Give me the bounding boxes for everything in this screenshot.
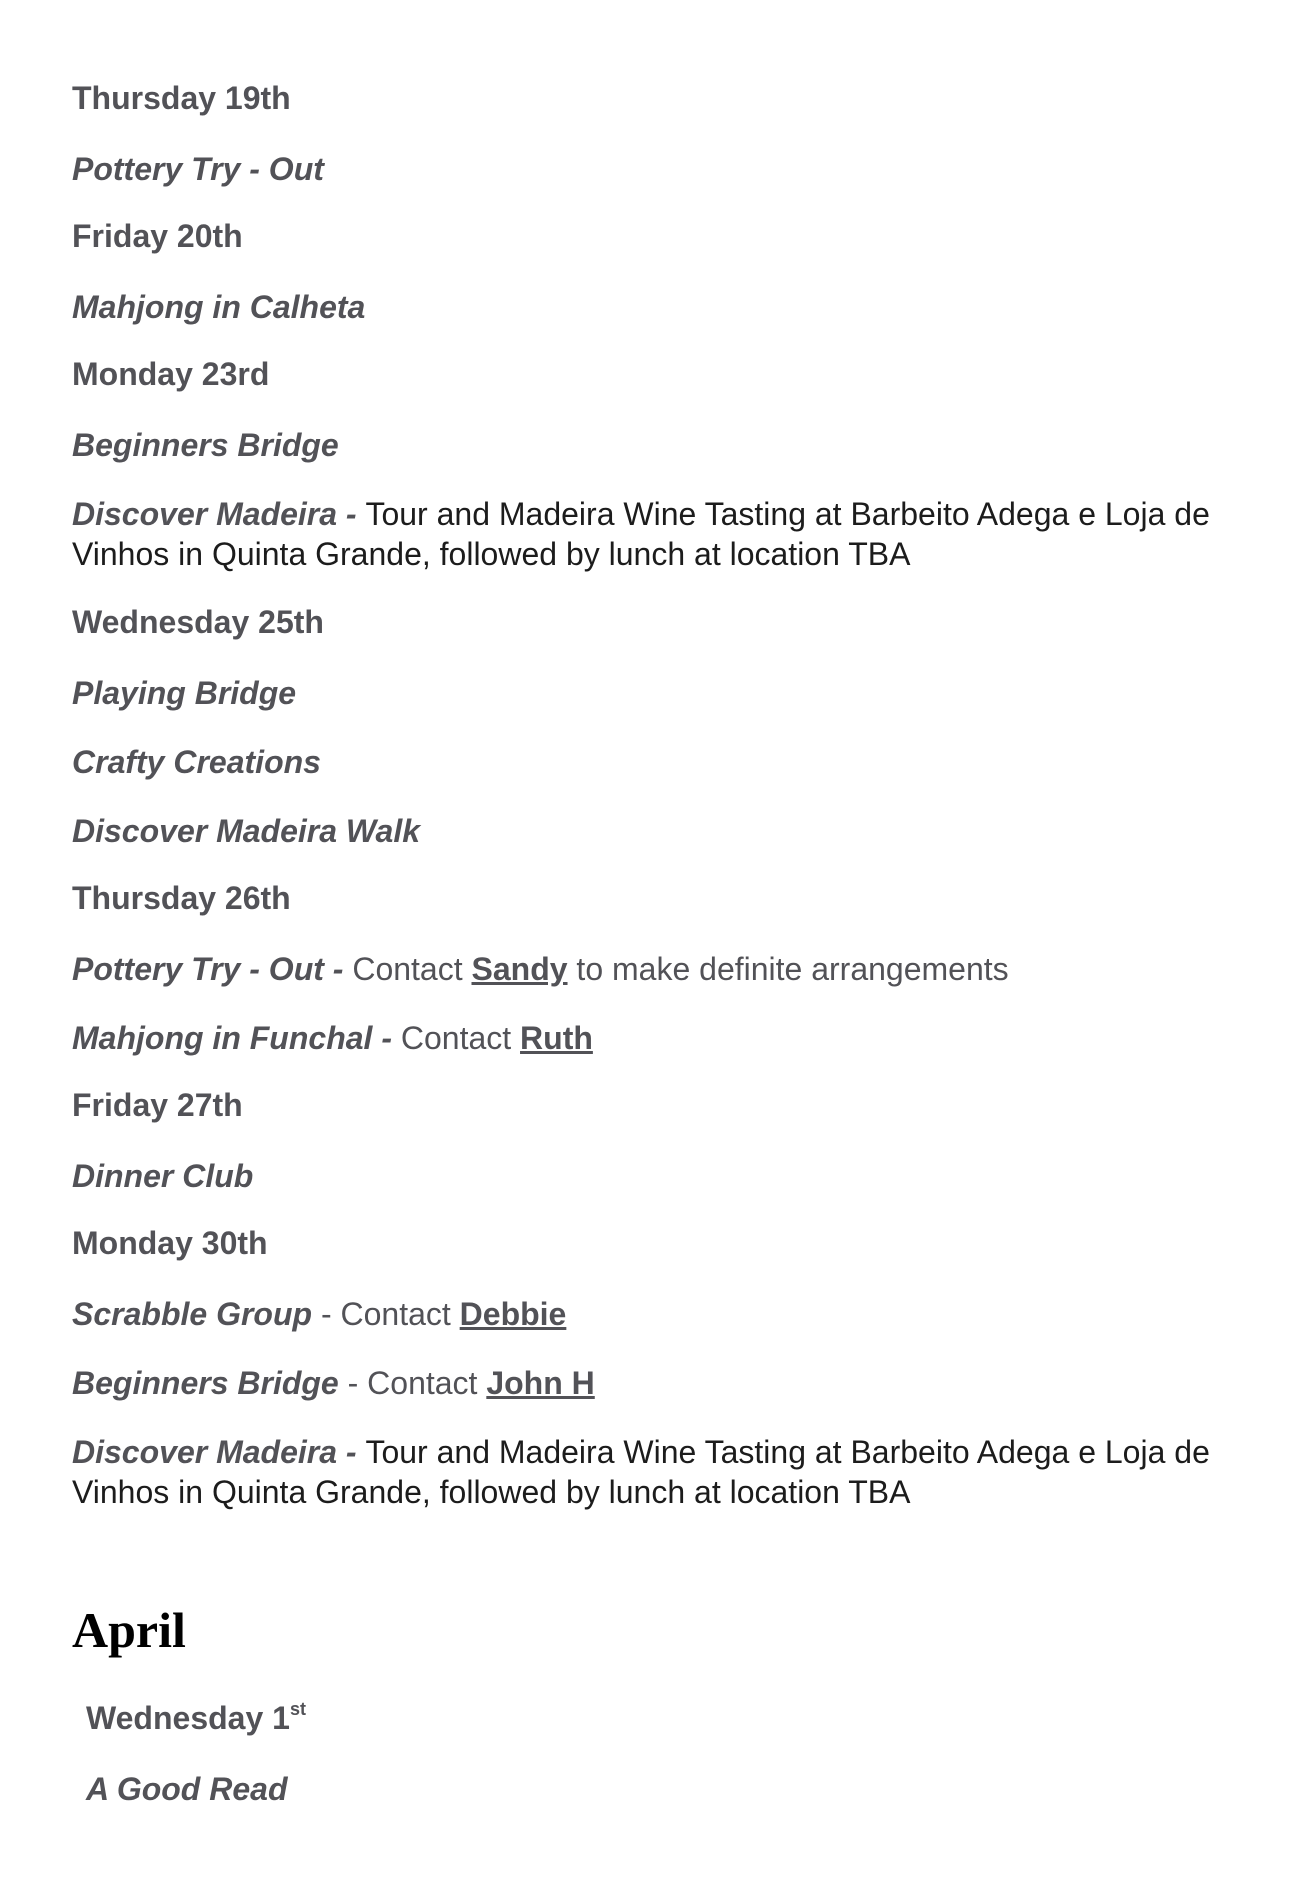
event-name: Discover Madeira	[72, 1434, 338, 1470]
day-heading	[86, 1700, 1262, 1737]
day-heading: Wednesday 25th	[72, 604, 324, 640]
day-heading: Monday 23rd	[72, 356, 270, 392]
event-description: Contact	[352, 951, 472, 987]
event-name: Pottery Try - Out	[72, 951, 324, 987]
event-name: Mahjong in Calheta	[72, 289, 366, 325]
day-heading-text: Wednesday 1	[86, 1700, 290, 1736]
month-heading: April	[72, 1602, 186, 1658]
contact-link-john-h[interactable]: John H	[486, 1365, 595, 1401]
event-description: Contact	[400, 1020, 521, 1056]
event-item	[86, 1769, 1262, 1809]
event-name: Scrabble Group	[72, 1296, 313, 1332]
event-item	[72, 1156, 1262, 1196]
event-name: Discover Madeira Walk	[72, 813, 421, 849]
event-description: Tour and Madeira Wine Tasting at Barbeito Adega e Loja de Vinhos in Quinta Grande, followed by lunch at location TBA	[72, 1434, 1210, 1510]
contact-link-ruth[interactable]: Ruth	[520, 1020, 593, 1056]
contact-link-debbie[interactable]: Debbie	[459, 1296, 567, 1332]
event-name: Playing Bridge	[72, 675, 297, 711]
event-name: A Good Read	[86, 1771, 288, 1807]
event-item	[72, 673, 1262, 713]
event-description: Tour and Madeira Wine Tasting at Barbeito Adega e Loja de Vinhos in Quinta Grande, followed by lunch at location TBA	[72, 496, 1210, 572]
event-calendar	[72, 80, 1262, 1838]
day-heading: Thursday 26th	[72, 880, 291, 916]
event-item	[72, 742, 1262, 782]
day-heading: Monday 30th	[72, 1225, 268, 1261]
event-item	[72, 425, 1262, 465]
event-separator: -	[337, 1434, 366, 1470]
event-description-after: to make definite arrangements	[567, 951, 1009, 987]
event-name: Beginners Bridge	[72, 1365, 339, 1401]
event-description: - Contact	[312, 1296, 460, 1332]
event-name: Dinner Club	[72, 1158, 254, 1194]
event-name: Pottery Try - Out	[72, 151, 324, 187]
event-item	[72, 494, 1262, 574]
event-item	[72, 1363, 1262, 1403]
contact-link-sandy[interactable]: Sandy	[471, 951, 568, 987]
day-ordinal-suffix: st	[289, 1699, 306, 1719]
event-item	[72, 149, 1262, 189]
event-separator: -	[337, 496, 366, 532]
event-item	[72, 949, 1262, 989]
event-item	[72, 1018, 1262, 1058]
event-item	[72, 811, 1262, 851]
day-heading: Thursday 19th	[72, 80, 291, 116]
day-heading: Friday 27th	[72, 1087, 243, 1123]
event-separator: -	[323, 951, 353, 987]
event-separator: -	[372, 1020, 401, 1056]
event-item	[72, 1294, 1262, 1334]
day-heading: Friday 20th	[72, 218, 243, 254]
event-name: Beginners Bridge	[72, 427, 339, 463]
event-item	[72, 1432, 1262, 1512]
event-description: - Contact	[338, 1365, 487, 1401]
event-name: Discover Madeira	[72, 496, 338, 532]
event-name: Mahjong in Funchal	[72, 1020, 373, 1056]
event-item	[72, 287, 1262, 327]
event-name: Crafty Creations	[72, 744, 321, 780]
